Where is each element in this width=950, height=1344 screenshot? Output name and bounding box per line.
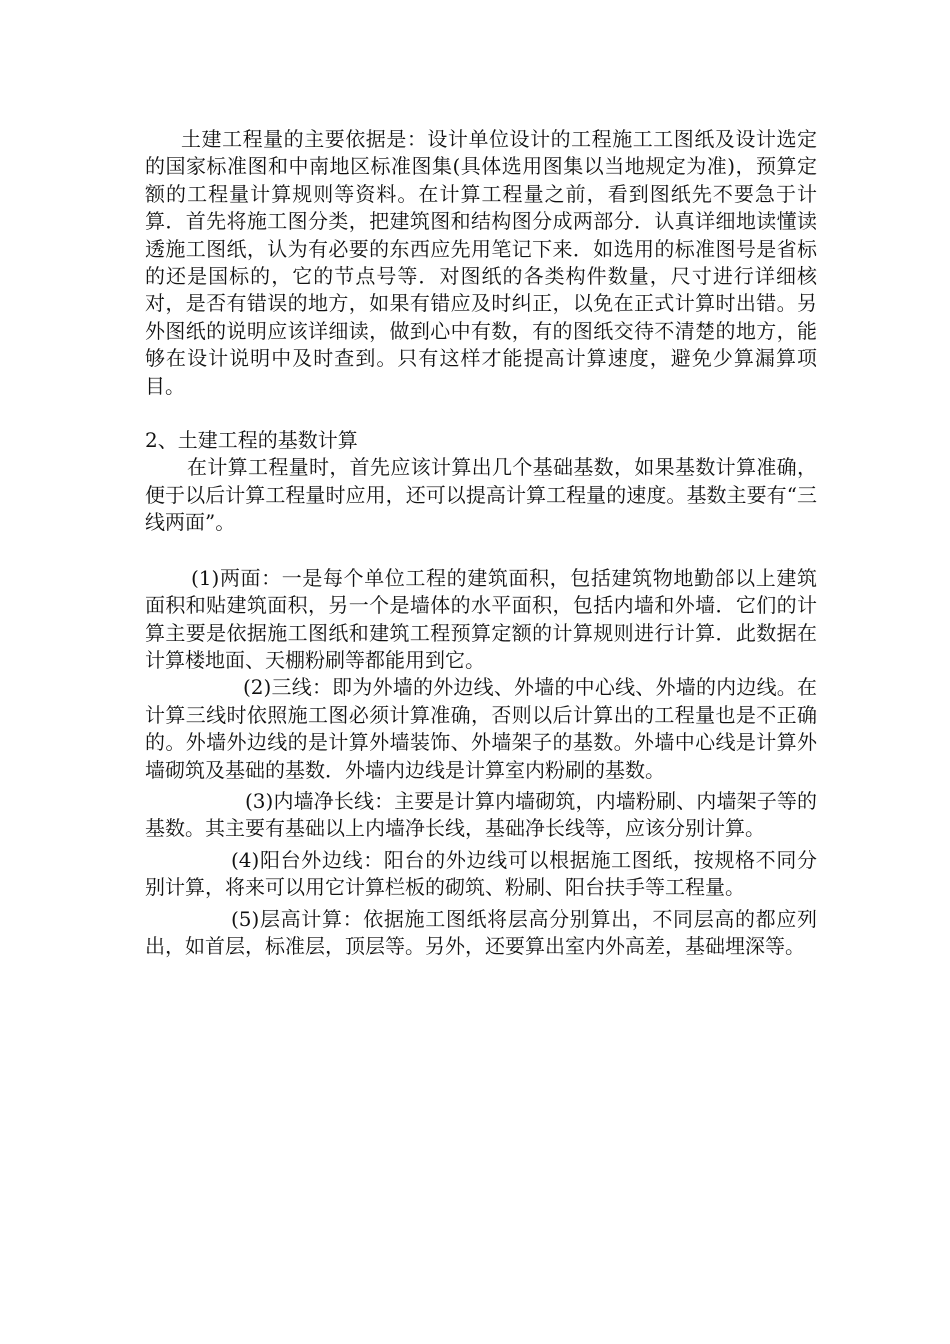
item-balcony-outline: (4)阳台外边线：阳台的外边线可以根据施工图纸，按规格不同分别计算，将来可以用它计算栏板的砌筑、粉刷、阳台扶手等工程量。 — [145, 847, 817, 900]
item-floor-height: (5)层高计算：依据施工图纸将层高分别算出，不同层高的都应列出，如首层，标准层，顶层等。另外，还要算出室内外高差，基础埋深等。 — [145, 906, 817, 958]
section-intro-paragraph: 在计算工程量时，首先应该计算出几个基础基数，如果基数计算准确，便于以后计算工程量时应用，还可以提高计算工程量的速度。基数主要有“三线两面”。 — [145, 455, 817, 535]
document-body — [145, 126, 817, 960]
item-two-areas: (1)两面：一是每个单位工程的建筑面积，包括建筑物地勤郃以上建筑面积和贴建筑面积，另一个是墙体的水平面积，包括内墙和外墙．它们的计算主要是依据施工图纸和建筑工程预算定额的计算规则进行计算．此数据在计算楼地面、天棚粉刷等都能用到它。 — [145, 565, 817, 672]
intro-paragraph: 土建工程量的主要依据是：设计单位设计的工程施工工图纸及设计选定的国家标准图和中南地区标准图集(具体选用图集以当地规定为准)，预算定额的工程量计算规则等资料。在计算工程量之前，看到图纸先不要急于计算．首先将施工图分类，把建筑图和结构图分成两部分．认真详细地读懂读透施工图纸，认为有必要的东西应先用笔记下来．如选用的标准图号是省标的还是国标的，它的节点号等．对图纸的各类构件数量，尺寸进行详细核对，是否有错误的地方，如果有错应及时纠正，以免在正式计算时出错。另外图纸的说明应该详细读，做到心中有数，有的图纸交待不清楚的地方，能够在设计说明中及时查到。只有这样才能提高计算速度，避免少算漏算项目。 — [145, 127, 817, 398]
item-inner-wall-length: (3)内墙净长线：主要是计算内墙砌筑，内墙粉刷、内墙架子等的基数。其主要有基础以上内墙净长线，基础净长线等，应该分别计算。 — [145, 788, 817, 841]
section-heading: 2、土建工程的基数计算 — [145, 428, 358, 453]
item-three-lines: (2)三线：即为外墙的外边线、外墙的中心线、外墙的内边线。在计算三线时依照施工图必须计算准确，否则以后计算出的工程量也是不正确的。外墙外边线的是计算外墙装饰、外墙架子的基数。外墙中心线是计算外墙砌筑及基础的基数．外墙内边线是计算室内粉刷的基数。 — [145, 675, 817, 782]
